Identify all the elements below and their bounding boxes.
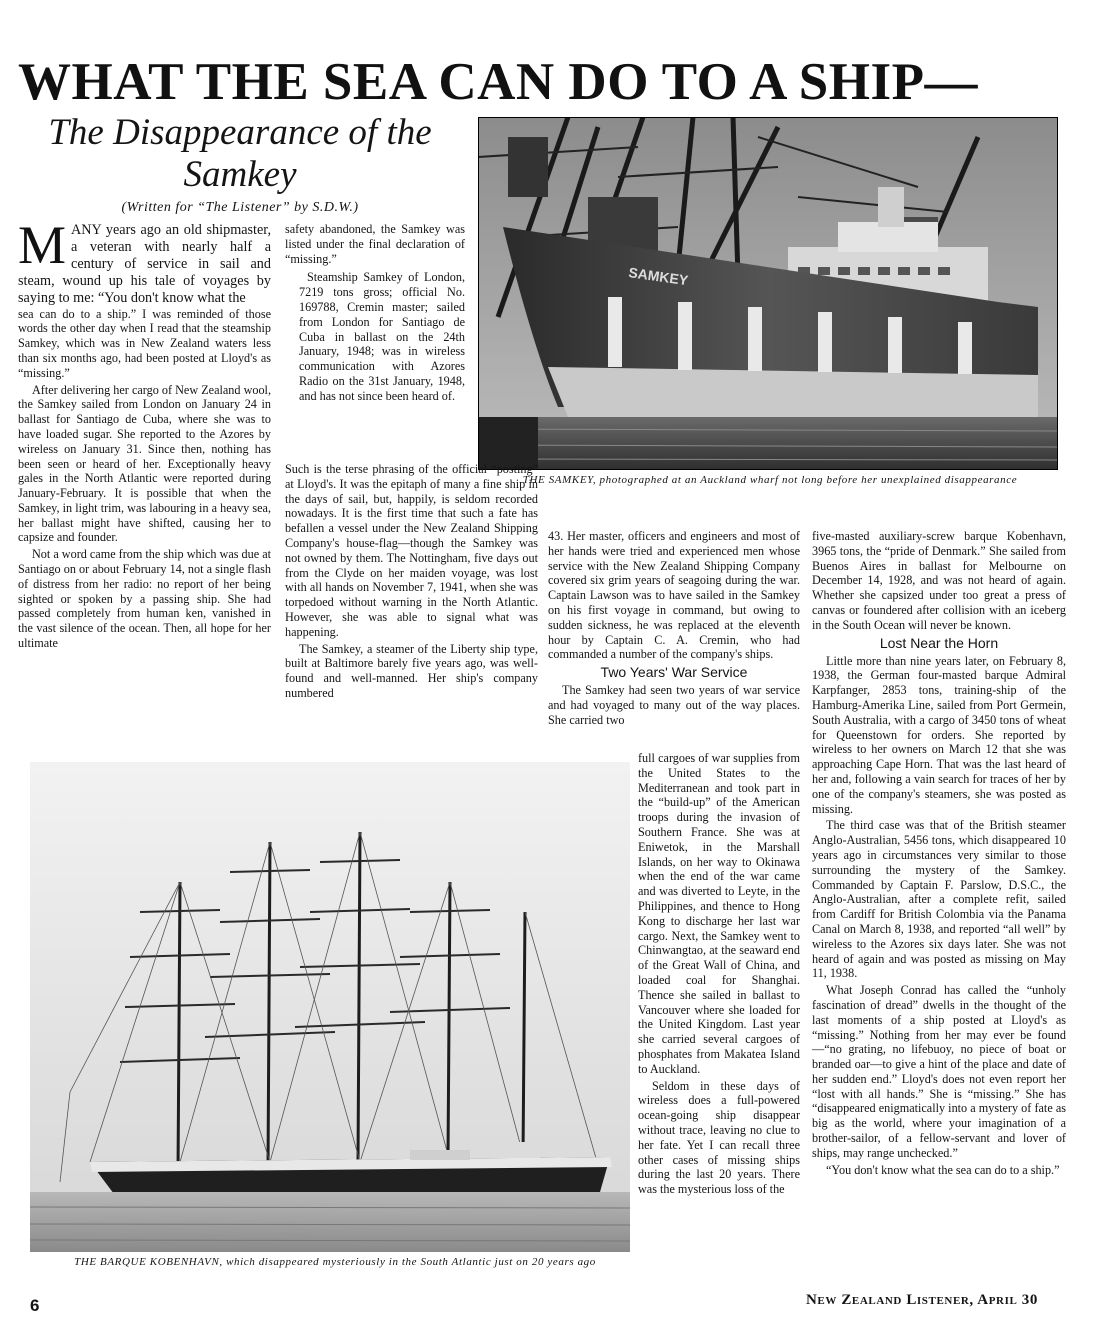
- col2-paragraph-3: The Samkey, a steamer of the Liberty ship type, built at Baltimore barely five years ago, was well-found and well-manned. Her ship's company numbered: [285, 641, 538, 700]
- page-number: 6: [30, 1296, 40, 1315]
- column-1: [18, 215, 271, 653]
- col3-paragraph-3: Seldom in these days of wireless does a full-powered ocean-going ship disappear without trace, leaving no clue to her fate. Yet I can recall three other cases of missing ships during the last 20 years. There was the mysterious loss of the: [638, 1078, 800, 1197]
- samkey-photo-caption: THE SAMKEY, photographed at an Auckland wharf not long before her unexplained disappearance: [522, 474, 1018, 486]
- hull-name-text: SAMKEY: [627, 264, 690, 289]
- barque-illustration: [30, 762, 630, 1252]
- col2-paragraph-2: [285, 462, 538, 640]
- kobenhavn-photo: [30, 762, 630, 1252]
- column-3-bottom: [638, 751, 800, 1199]
- kobenhavn-photo-caption: THE BARQUE KOBENHAVN, which disappeared mysteriously in the South Atlantic just on 20 years ago: [74, 1256, 596, 1268]
- article-intro: [18, 215, 271, 307]
- col4-paragraph-4: What Joseph Conrad has called the “unholy fascination of dread” dwells in the thought of the last moments of a ship posted at Lloyd's as “missing.” Nothing from her may ever be found—“no grating, no lifebuoy, no piece of boat or branded oar—to give a hint of the place and date of her sudden end.” Lloyd's does not even report her “lost with all hands.” She is “missing.” She has “disappeared enigmatically into a mystery of fate as big as the world, where your imagination of a brother-sailor, of a fellow-servant and lover of ships, may range unchecked.”: [812, 983, 1066, 1160]
- lloyds-posting-quote: Steamship Samkey of London, 7219 tons gross; official No. 169788, Cremin master; sailed from London for Santiago de Cuba in ballast on the 24th January, 1948; was in wireless communication with Azores Radio on the 31st January, 1948, and has not since been heard of.: [299, 270, 465, 403]
- samkey-ship-illustration: [478, 117, 1058, 470]
- col2-paragraph-2-text: Such is the terse phrasing of the official “posting” at Lloyd's. It was the epitaph of many a fine ship in the days of sail, but, happily, is seldom recorded nowadays. It is the first time that such a fate has befallen a vessel under the New Zealand Shipping Company's house-flag—though the Samkey was not owned by them. The Nottingham, five days out from the Clyde on her maiden voyage, was lost with all hands on November 7, 1941, when she was torpedoed without warning in the North Atlantic. However, she was able to signal what was happening.: [285, 462, 538, 639]
- subtitle: The Disappearance of the Samkey: [48, 112, 432, 195]
- col3-paragraph-2-rest: full cargoes of war supplies from the United States to the Mediterranean and took part in the “build-up” of the American troops during the invasion of Southern France. She was at Eniwetok, in the Marshall Islands, on her way to Okinawa when the end of the war came and was diverted to Leyte, in the Philippines, and thence to Hong Kong to discharge her last war cargo. Next, the Samkey went to Chinwangtao, at the seaward end of the Great Wall of China, and loaded coal for Shanghai. Thence she sailed in ballast to Vancouver where she loaded for the United Kingdom. Last year she carried several cargoes of phosphates from Makatea Island to Auckland.: [638, 751, 800, 1076]
- column-2-bottom: [285, 462, 538, 703]
- col1-paragraph-1: sea can do to a ship.” I was reminded of those words the other day when I read that the steamship Samkey, which was in New Zealand waters less than six months ago, had been posted at Lloyd's as “missing.”: [18, 306, 271, 380]
- column-4: [812, 529, 1066, 1179]
- headline: WHAT THE SEA CAN DO TO A SHIP—: [18, 53, 978, 111]
- col4-paragraph-2: Little more than nine years later, on February 8, 1938, the German four-masted barque Admiral Karpfanger, 2853 tons, training-ship of the Hamburg-Amerika Line, sailed from Port Germein, South Australia, with a cargo of 3450 tons of wheat for Queenstown for orders. She reported by wireless to her owners on March 12 that she was approaching Cape Horn. That was the last heard of her and, following a vain search for traces of her by one of the company's steamers, she was posted as missing.: [812, 653, 1066, 816]
- subhead-war-service: Two Years' War Service: [600, 664, 748, 681]
- publication-name: New Zealand Listener, April 30: [806, 1292, 1038, 1308]
- col4-paragraph-1: five-masted auxiliary-screw barque Kobenhavn, 3965 tons, the “pride of Denmark.” She sailed from Buenos Aires in ballast for Melbourne on December 14, 1928, and was not heard of again. Whether she capsized under too great a press of canvas or foundered after collision with an iceberg in the South Ocean will never be known.: [812, 529, 1066, 632]
- subhead-lost-near-horn: Lost Near the Horn: [879, 634, 999, 651]
- col4-paragraph-3: The third case was that of the British steamer Anglo-Australian, 5456 tons, which disappeared 10 years ago in circumstances very similar to those surrounding the mystery of the Samkey. Commanded by Captain F. Parslow, D.S.C., the Anglo-Australian, after a complete refit, sailed from Cardiff for British Colombia via the Panama Canal on March 8, 1938, and reported “all well” by wireless to the Azores six days later. She was not heard of again and was posted as missing on May 11, 1938.: [812, 818, 1066, 981]
- col4-paragraph-5: “You don't know what the sea can do to a ship.”: [826, 1162, 1060, 1177]
- intro-text: ANY years ago an old shipmaster, a veteran with nearly half a century of service in sail and steam, wound up his tale of voyages by saying to me: “You don't know what the: [18, 222, 271, 306]
- samkey-photo: [478, 117, 1058, 470]
- byline: (Written for “The Listener” by S.D.W.): [121, 200, 359, 215]
- col2-paragraph-1: safety abandoned, the Samkey was listed under the final declaration of “missing.”: [285, 222, 465, 266]
- column-3-top: [548, 529, 800, 730]
- col3-paragraph-2-lead: The Samkey had seen two years of war service and had voyaged to many out of the way places. She carried two: [548, 683, 800, 727]
- column-2-top: [285, 222, 465, 407]
- col1-paragraph-2: After delivering her cargo of New Zealand wool, the Samkey sailed from London on January 24 in ballast for Santiago de Cuba, where she was to have loaded sugar. She reported to the Azores by wireless on January 31. Since then, nothing has been seen or heard of her. Exceptionally heavy gales in the North Atlantic were reported during January-February. It is possible that when the Samkey, in light trim, was labouring in a heavy sea, her ballast might have shifted, causing her to capsize and founder.: [18, 382, 271, 545]
- col3-paragraph-1: 43. Her master, officers and engineers and most of her hands were tried and experienced men whose service with the New Zealand Shipping Company covered six grim years of seagoing during the war. Captain Lawson was to have sailed in the Samkey on his first voyage in command, but owing to sudden sickness, he was replaced at the eleventh hour by Captain C. A. Cremin, who had commanded a number of the company's ships.: [548, 529, 800, 662]
- col1-paragraph-3: Not a word came from the ship which was due at Santiago on or about February 14, not a single flash of distress from her radio: no report of her being sighted or spoken by a passing ship. She had passed completely from human ken, vanished in the vast silence of the ocean. Then, all hope for her ultimate: [18, 547, 271, 651]
- dropcap-letter: M: [18, 215, 67, 275]
